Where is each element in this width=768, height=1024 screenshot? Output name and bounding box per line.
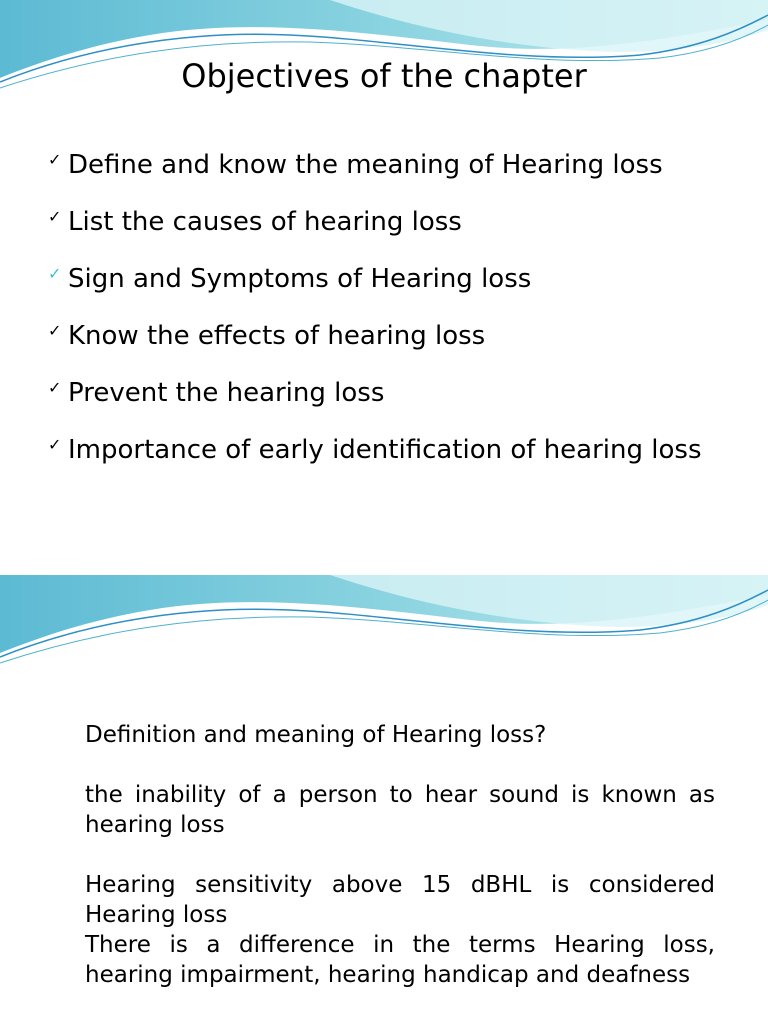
checkmark-icon: ✓ [48,207,62,226]
sensitivity-paragraph: Hearing sensitivity above 15 dBHL is considered Hearing loss [85,872,715,928]
checkmark-icon: ✓ [48,435,62,454]
list-item: ✓ Prevent the hearing loss [48,368,748,419]
definition-paragraph: the inability of a person to hear sound is known as hearing loss [85,782,715,838]
slide-title: Objectives of the chapter [181,57,587,95]
wave-banner-decoration [0,575,768,675]
checkmark-icon: ✓ [48,150,62,169]
list-item: ✓ Importance of early identification of hearing loss [48,425,748,476]
list-item: ✓ List the causes of hearing loss [48,197,748,248]
checkmark-icon: ✓ [48,264,62,283]
definition-heading: Definition and meaning of Hearing loss? [85,722,547,748]
checkmark-icon: ✓ [48,321,62,340]
list-item: ✓ Sign and Symptoms of Hearing loss [48,254,748,305]
slide-body [85,720,715,990]
objectives-list [48,140,748,482]
list-item: ✓ Know the effects of hearing loss [48,311,748,362]
list-item: ✓ Define and know the meaning of Hearing loss [48,140,748,191]
slide-definition [0,575,768,1024]
terms-paragraph: There is a difference in the terms Hearing loss, hearing impairment, hearing handicap and deafness [85,932,715,988]
checkmark-icon: ✓ [48,378,62,397]
